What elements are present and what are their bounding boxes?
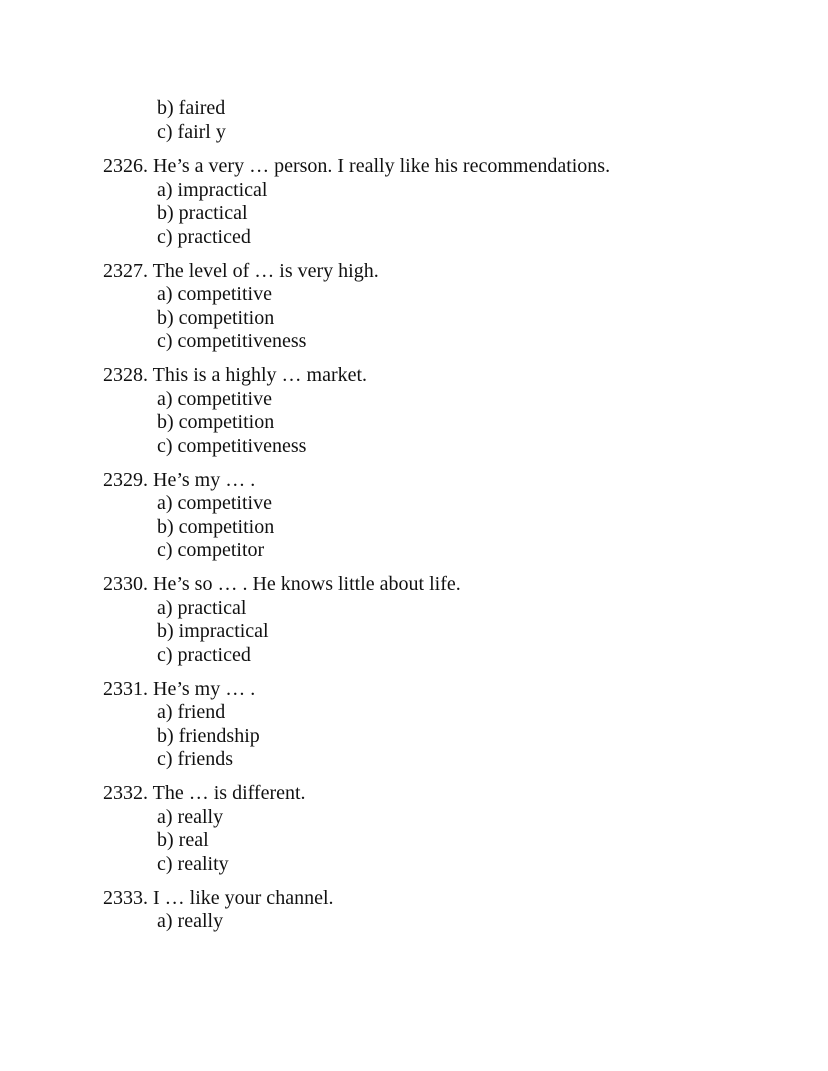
answer-option: b) competition	[157, 411, 275, 433]
question-stem: 2326. He’s a very … person. I really like his recommendations.	[103, 155, 611, 177]
answer-option: a) really	[157, 910, 224, 932]
answer-option: b) faired	[157, 97, 226, 119]
question-stem: 2328. This is a highly … market.	[103, 364, 368, 386]
answer-option: a) really	[157, 805, 224, 828]
question-stem: 2327. The level of … is very high.	[103, 259, 379, 282]
answer-option: a) impractical	[157, 178, 268, 201]
question-2332	[103, 782, 610, 876]
question-2330	[103, 573, 610, 667]
question-2329	[103, 469, 610, 563]
answer-option: b) impractical	[157, 620, 269, 642]
answer-option: c) competitiveness	[157, 434, 307, 457]
question-stem: 2333. I … like your channel.	[103, 886, 334, 909]
question-list	[103, 155, 610, 944]
answer-option: c) reality	[157, 852, 229, 875]
answer-option: a) friend	[157, 701, 226, 723]
question-stem: 2329. He’s my … .	[103, 468, 256, 491]
question-2333	[103, 887, 610, 934]
answer-option: a) competitive	[157, 492, 272, 514]
answer-option: c) competitiveness	[157, 330, 307, 352]
answer-option: c) competitor	[157, 539, 265, 561]
answer-option: a) competitive	[157, 283, 272, 305]
answer-option: a) practical	[157, 596, 247, 619]
question-stem: 2331. He’s my … .	[103, 677, 256, 700]
answer-option: c) practiced	[157, 225, 251, 248]
answer-option: c) friends	[157, 748, 234, 770]
answer-option: b) practical	[157, 202, 248, 224]
question-2328	[103, 364, 610, 458]
answer-option: a) competitive	[157, 387, 272, 410]
answer-option: c) fairl y	[157, 120, 226, 143]
question-stem: 2330. He’s so … . He knows little about life.	[103, 573, 461, 595]
answer-option: b) competition	[157, 306, 275, 329]
question-2326	[103, 155, 610, 249]
question-2327	[103, 260, 610, 354]
continued-options	[157, 97, 226, 144]
question-stem: 2332. The … is different.	[103, 782, 306, 804]
answer-option: c) practiced	[157, 643, 251, 666]
answer-option: b) competition	[157, 515, 275, 538]
question-2331	[103, 678, 610, 772]
answer-option: b) friendship	[157, 724, 260, 747]
answer-option: b) real	[157, 829, 209, 851]
